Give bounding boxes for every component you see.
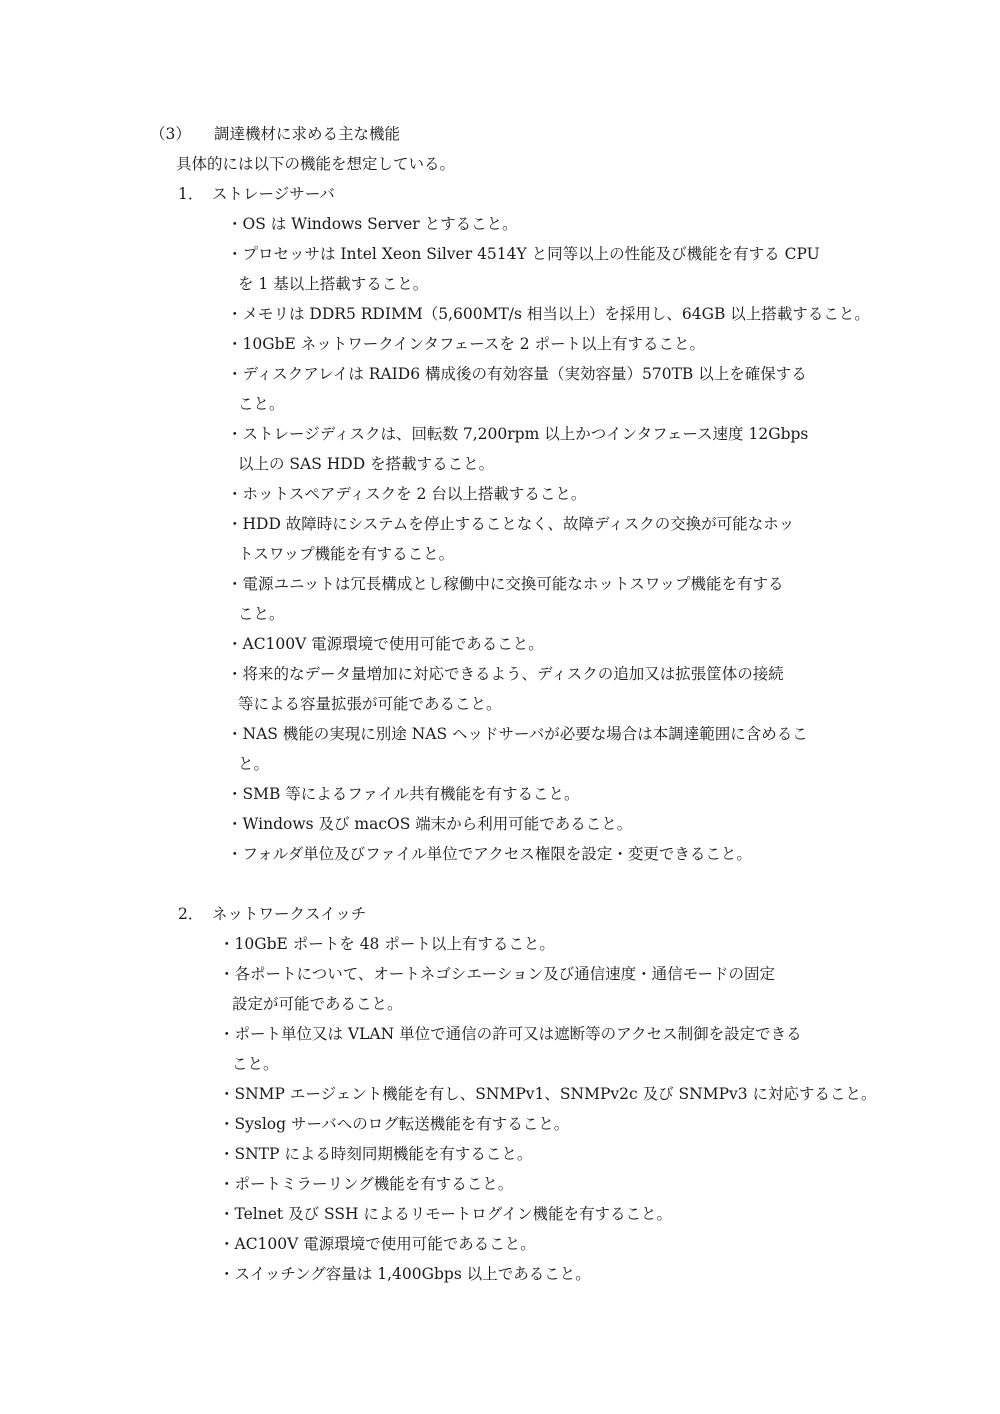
list-item-continuation: を 1 基以上搭載すること。 [238, 275, 429, 293]
list-item: ・OS は Windows Server とすること。 [227, 215, 518, 233]
list-item: ・ポート単位又は VLAN 単位で通信の許可又は遮断等のアクセス制御を設定できる [219, 1025, 802, 1043]
heading-title: 調達機材に求める主な機能 [214, 125, 401, 143]
list-item: ・SMB 等によるファイル共有機能を有すること。 [227, 785, 580, 803]
list-item-continuation: こと。 [232, 1055, 279, 1073]
list-item-continuation: 設定が可能であること。 [232, 995, 403, 1013]
subsection-title: ストレージサーバ [212, 185, 335, 203]
subsection-number: 1． [178, 185, 204, 203]
list-item-continuation: と。 [238, 755, 270, 773]
list-item: ・Syslog サーバへのログ転送機能を有すること。 [219, 1115, 570, 1133]
subsection-heading-storage [178, 184, 335, 204]
list-item: ・スイッチング容量は 1,400Gbps 以上であること。 [219, 1265, 591, 1283]
list-item-continuation: こと。 [238, 605, 285, 623]
list-item-continuation: 等による容量拡張が可能であること。 [238, 695, 502, 713]
list-item: ・SNMP エージェント機能を有し、SNMPv1、SNMPv2c 及び SNMPv3 に対応すること。 [219, 1085, 877, 1103]
list-item: ・NAS 機能の実現に別途 NAS ヘッドサーバが必要な場合は本調達範囲に含めるこ [227, 725, 808, 743]
list-item: ・HDD 故障時にシステムを停止することなく、故障ディスクの交換が可能なホッ [227, 515, 795, 533]
list-item: ・フォルダ単位及びファイル単位でアクセス権限を設定・変更できること。 [227, 845, 752, 863]
list-item: ・SNTP による時刻同期機能を有すること。 [219, 1145, 533, 1163]
list-item-continuation: こと。 [238, 395, 285, 413]
section-heading [150, 124, 400, 144]
list-item-continuation: トスワップ機能を有すること。 [238, 545, 455, 563]
list-item: ・10GbE ネットワークインタフェースを 2 ポート以上有すること。 [227, 335, 706, 353]
list-item-continuation: 以上の SAS HDD を搭載すること。 [238, 455, 495, 473]
list-item: ・プロセッサは Intel Xeon Silver 4514Y と同等以上の性能及び機能を有する CPU [227, 245, 820, 263]
subsection-heading-switch [178, 904, 366, 924]
subsection-title: ネットワークスイッチ [212, 905, 367, 923]
heading-number: （3） [150, 125, 191, 143]
list-item: ・ポートミラーリング機能を有すること。 [219, 1175, 514, 1193]
list-item: ・メモリは DDR5 RDIMM（5,600MT/s 相当以上）を採用し、64GB 以上搭載すること。 [227, 305, 870, 323]
list-item: ・Windows 及び macOS 端末から利用可能であること。 [227, 815, 633, 833]
list-item: ・AC100V 電源環境で使用可能であること。 [227, 635, 544, 653]
intro-text: 具体的には以下の機能を想定している。 [176, 155, 456, 173]
list-item: ・ホットスペアディスクを 2 台以上搭載すること。 [227, 485, 587, 503]
list-item: ・ストレージディスクは、回転数 7,200rpm 以上かつインタフェース速度 12Gbps [227, 425, 809, 443]
list-item: ・電源ユニットは冗長構成とし稼働中に交換可能なホットスワップ機能を有する [227, 575, 784, 593]
list-item: ・ディスクアレイは RAID6 構成後の有効容量（実効容量）570TB 以上を確保する [227, 365, 807, 383]
list-item: ・各ポートについて、オートネゴシエーション及び通信速度・通信モードの固定 [219, 965, 775, 983]
subsection-number: 2． [178, 905, 204, 923]
list-item: ・10GbE ポートを 48 ポート以上有すること。 [219, 935, 555, 953]
list-item: ・将来的なデータ量増加に対応できるよう、ディスクの追加又は拡張筐体の接続 [227, 665, 784, 683]
list-item: ・AC100V 電源環境で使用可能であること。 [219, 1235, 536, 1253]
list-item: ・Telnet 及び SSH によるリモートログイン機能を有すること。 [219, 1205, 673, 1223]
